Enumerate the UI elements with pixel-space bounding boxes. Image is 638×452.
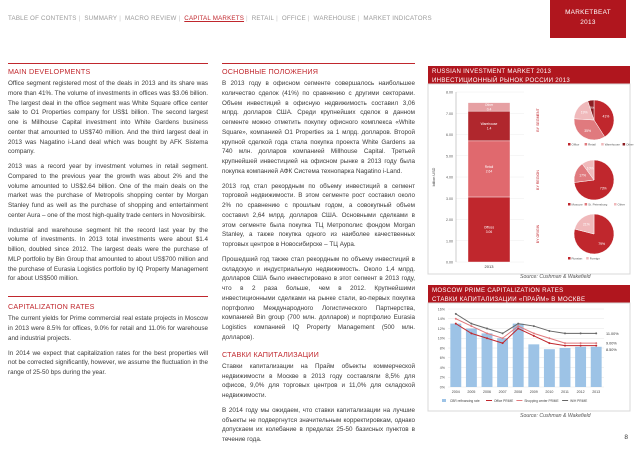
divider-middle — [222, 63, 415, 64]
capitalization-rates-heading: CAPITALIZATION RATES — [8, 302, 95, 312]
chart2-series-point — [502, 337, 504, 339]
nav-separator: | — [246, 15, 248, 22]
chart1-legend-label: Russian — [571, 256, 583, 261]
chart2-y-tick-label: 14% — [437, 317, 445, 322]
chart1-pie-label: 19% — [580, 110, 588, 115]
chart1-side-label: BY REGION — [536, 170, 540, 190]
chart2-y-tick-label: 2% — [439, 375, 445, 380]
chart2-refinancing-bar — [482, 333, 493, 387]
chart2-series-point — [548, 330, 550, 332]
chart2-series-point — [517, 325, 519, 327]
chart1-x-tick-label: 2013 — [484, 264, 494, 269]
nav-separator: | — [276, 15, 278, 22]
chart2-series-point — [455, 318, 457, 320]
nav-capital-markets[interactable]: CAPITAL MARKETS — [184, 15, 245, 22]
chart2-y-tick-label: 0% — [439, 385, 445, 390]
russian-column — [222, 66, 415, 450]
chart2-end-label: 9.00% — [606, 341, 617, 346]
chart1-legend-label: St. Petersburg — [588, 202, 608, 207]
top-navigation — [0, 0, 638, 40]
chart2-series-point — [580, 345, 582, 347]
chart1-y-tick-label: 6.00 — [446, 133, 453, 137]
chart1-legend-swatch — [568, 203, 571, 206]
chart1-legend-swatch — [585, 143, 588, 146]
chart1-legend-swatch — [585, 203, 588, 206]
chart1-legend-label: Other — [626, 142, 634, 147]
chart2-x-tick-label: 2013 — [592, 390, 601, 394]
nav-table-of-contents[interactable]: TABLE OF CONTENTS — [8, 15, 77, 22]
chart2-series-point — [595, 332, 597, 334]
chart2-series-point — [533, 325, 535, 327]
chart2-series-point — [470, 323, 472, 325]
chart2-series-point — [564, 332, 566, 334]
nav-summary[interactable]: SUMMARY — [84, 15, 118, 22]
chart1-y-tick-label: 0.00 — [446, 260, 453, 265]
chart2-x-tick-label: 2012 — [576, 390, 585, 394]
chart1-legend-swatch — [586, 257, 589, 260]
chart1-legend-swatch — [601, 143, 604, 146]
chart2-refinancing-bar — [575, 347, 586, 387]
chart2-x-tick-label: 2006 — [483, 390, 491, 394]
nav-separator: | — [119, 15, 122, 22]
marketbeat-badge — [550, 0, 626, 38]
nav-macro-review[interactable]: MACRO REVIEW — [125, 15, 177, 22]
chart2-y-tick-label: 4% — [439, 365, 445, 370]
chart2-series-point — [517, 328, 519, 330]
chart1-pie-label: 21% — [583, 222, 590, 227]
chart2-x-tick-label: 2011 — [561, 390, 569, 394]
paragraph: Прошедший год также стал рекордным по объему инвестиций в складскую и индустриальную недвижимость. Около 1,4 млрд. долларов США было инвестировано в этот сегмент в 2013 году, что в 2 раза больше, чем в 2012. Крупнейшими инвестиционными сделками на рынке стали, во-первых покупка портфолио Международного Логистического Партнерства, компанией Bin group (700 млн. долларов) и портфолио Eurasia Logistics компанией IQ Property Management (500 млн. долларов). — [222, 255, 415, 341]
chart2-series-point — [595, 342, 597, 344]
chart1-pie-label: 10% — [586, 166, 594, 171]
chart1-y-axis-label: billion USD — [432, 167, 436, 187]
chart2-y-tick-label: 12% — [437, 326, 445, 331]
chart1-segment-label: Offices — [483, 225, 495, 230]
nav-separator: | — [357, 15, 360, 22]
divider-left — [8, 63, 208, 64]
nav-separator: | — [307, 15, 310, 22]
chart2-refinancing-bar — [528, 344, 539, 387]
chart2-end-label: 11.00% — [606, 331, 619, 336]
paragraph: Ставки капитализации на Прайм объекты коммерческой недвижимости в Москве в 2013 году составляли 8,5% для офисов, 9,0% для торговых центров и 11,0% для складской недвижимости. — [222, 362, 415, 400]
chart2-title-en: MOSCOW PRIME CAPITALIZATION RATES — [432, 287, 564, 294]
chart1-segment-value: 0.4 — [486, 107, 492, 112]
badge-year: 2013 — [580, 18, 596, 26]
chart1-legend-swatch — [568, 257, 571, 260]
capitalization-rates-chart — [428, 303, 630, 411]
paragraph: In 2014 we expect that capitalization rates for the best properties will not be corrected significantly, however, we assume the fluctuation in the range of 25-50 bps during the year. — [8, 349, 208, 377]
chart1-legend-label: Other — [617, 202, 626, 207]
chart2-series-point — [455, 313, 457, 315]
nav-warehouse[interactable]: WAREHOUSE — [313, 15, 356, 22]
badge-title: MARKETBEAT — [565, 9, 611, 16]
chart2-y-tick-label: 6% — [439, 356, 445, 361]
chart1-segment-value: 3.06 — [485, 229, 493, 234]
chart1-pie-label: 5% — [589, 105, 595, 110]
chart1-pie-label: 17% — [579, 173, 587, 178]
chart2-end-label: 8.50% — [606, 348, 617, 353]
chart2-refinancing-bar — [560, 348, 571, 387]
nav-office[interactable]: OFFICE — [281, 15, 306, 22]
nav-market-indicators[interactable]: MARKET INDICATORS — [363, 15, 432, 22]
chart2-series-point — [486, 328, 488, 330]
chart1-legend-label: Moscow — [571, 202, 583, 207]
chart1-segment-label: Retail — [484, 164, 494, 169]
chart2-legend-label: W/H PRIME — [570, 399, 588, 403]
chart2-x-tick-label: 2007 — [498, 390, 507, 394]
chart2-refinancing-bar — [497, 338, 508, 387]
chart2-series-point — [548, 342, 550, 344]
main-developments-ru-heading: ОСНОВНЫЕ ПОЛОЖЕНИЯ — [222, 67, 319, 76]
divider — [8, 296, 208, 297]
chart1-legend-label: Warehouse — [604, 142, 620, 147]
chart1-legend-swatch — [623, 143, 626, 146]
chart1-pie-label: 41% — [602, 114, 610, 119]
chart1-legend-label: Office — [571, 142, 580, 147]
chart2-x-tick-label: 2005 — [467, 390, 476, 394]
chart2-series-point — [502, 332, 504, 334]
chart2-legend-label: Shopping center PRIME — [524, 399, 559, 403]
chart1-y-tick-label: 1.00 — [446, 239, 453, 244]
page-number: 8 — [624, 434, 628, 441]
chart1-source: Source: Cushman & Wakefield — [520, 274, 591, 280]
chart2-series-point — [564, 342, 566, 344]
chart2-series-point — [533, 335, 535, 337]
chart2-series-point — [548, 337, 550, 339]
chart1-legend-swatch — [614, 203, 617, 206]
chart2-x-tick-label: 2004 — [451, 390, 460, 394]
chart2-series-point — [564, 345, 566, 347]
chart2-legend-label: CBR refinancing rate — [450, 399, 480, 403]
chart2-title-ru: СТАВКИ КАПИТАЛИЗАЦИИ «ПРАЙМ» В МОСКВЕ — [432, 296, 586, 304]
chart1-legend-label: Retail — [588, 142, 596, 147]
chart2-refinancing-bar — [544, 349, 555, 387]
main-developments-heading: MAIN DEVELOPMENTS — [8, 67, 91, 76]
chart2-series-point — [533, 332, 535, 334]
chart2-x-tick-label: 2010 — [545, 390, 554, 394]
chart2-x-tick-label: 2009 — [529, 390, 538, 394]
chart1-legend-label: Foreign — [589, 256, 600, 261]
nav-separator: | — [78, 15, 81, 22]
chart2-refinancing-bar — [591, 347, 602, 387]
chart1-y-tick-label: 8.00 — [446, 90, 453, 95]
chart2-refinancing-bar — [466, 329, 477, 388]
paragraph: В 2014 году мы ожидаем, что ставки капитализации на лучшие объекты не подвергнутся значительным корректировкам, однако допускаем их колебание в пределах 25-50 базисных пунктов в течение года. — [222, 406, 415, 444]
chart1-y-tick-label: 3.00 — [446, 196, 453, 201]
chart1-pie-label: 73% — [599, 186, 607, 191]
capitalization-rates-ru-heading: СТАВКИ КАПИТАЛИЗАЦИИ — [222, 349, 320, 359]
chart1-segment-label: Other — [484, 102, 494, 107]
chart2-series-point — [470, 332, 472, 334]
paragraph: 2013 was a record year by investment volumes in retail segment. Compared to the previous year the growth was about 2% and the volume amounted to US$2.64 billion. One of the main deals on the market was the purchase of Metropolis shopping center by Morgan Stanley fund as well as the purchase of shopping and entertainment center Aura – one of the most high-quality trade centers in Novosibirsk. — [8, 163, 208, 219]
chart1-y-tick-label: 2.00 — [446, 218, 453, 222]
chart1-segment-value: 1.4 — [486, 126, 492, 131]
chart2-refinancing-bar — [513, 324, 524, 387]
paragraph: Industrial and warehouse segment hit the record last year by the volume of investments. In 2013 total investments were about $1.4 billion, doubled since 2012. The largest deals were the purchase of MLP portfolio by Bin Group that amounted to about US$700 million and the purchase of Eurasia Logistics portfolio by IQ Property Management for about US$500 million. — [8, 226, 208, 283]
chart2-series-point — [580, 342, 582, 344]
chart1-side-label: BY ORIGIN — [536, 224, 540, 244]
chart2-refinancing-bar — [450, 324, 461, 387]
chart2-series-point — [595, 345, 597, 347]
paragraph: В 2013 году в офисном сегменте совершалось наибольшее количество сделок (41%) по сравнению с другими секторами. Объем инвестиций в офисную недвижимость составил 3,06 млрд. долларов США. Среди крупнейших сделок в данном сегменте можно отметить покупку офисного комплекса «White Square», компанией О1 Properties за 1 млрд. долларов. Второй крупной сделкой года стала покупка проекта White Gardens за 740 млн. долларов компанией Millhouse Capital. Третьей крупнейшей инвестицией на офисном рынке в 2013 году была покупка компанией АФК Система технопарка Nagatino i-Land. — [222, 80, 415, 175]
chart2-series-point — [502, 342, 504, 344]
chart2-series-point — [517, 323, 519, 325]
chart1-pie-label: 35% — [584, 128, 592, 133]
chart2-legend-swatch — [442, 399, 446, 402]
chart1-segment-label: Warehouse — [480, 122, 498, 126]
chart1-title-en: RUSSIAN INVESTMENT MARKET 2013 — [432, 68, 552, 75]
paragraph: The current yields for Prime commercial real estate projects in Moscow in 2013 were 8.5% for offices, 9.0% for retail and 11.0% for warehouse and industrial projects. — [8, 315, 208, 342]
paragraph: 2013 год стал рекордным по объему инвестиций в сегмент торговой недвижимости. В этом сегменте рост составил около 2% по сравнению с прошлым годом, а совокупный объем составил 2,64 млрд. долларов США. Основными сделками в этом сегменте была покупка ТЦ Метрополис фондом Morgan Stanley, а также покупка одного из наиболее качественных торговых центров в Новосибирске – ТЦ Аура. — [222, 182, 415, 249]
chart2-series-point — [455, 323, 457, 325]
chart2-series-point — [580, 332, 582, 334]
chart2-series-point — [470, 325, 472, 327]
chart1-y-tick-label: 4.00 — [446, 175, 453, 180]
chart2-y-tick-label: 16% — [437, 307, 445, 312]
nav-retail[interactable]: RETAIL — [251, 15, 275, 22]
chart2-source: Source: Cushman & Wakefield — [520, 413, 591, 419]
chart2-x-tick-label: 2008 — [514, 390, 523, 394]
chart1-title-ru: ИНВЕСТИЦИОННЫЙ РЫНОК РОССИИ 2013 — [432, 77, 571, 85]
chart1-side-label: BY SEGMENT — [536, 108, 540, 132]
chart1-segment-value: 2.64 — [485, 169, 493, 174]
chart1-y-tick-label: 5.00 — [446, 154, 453, 159]
chart1-y-tick-label: 7.00 — [446, 111, 453, 116]
paragraph: Office segment registered most of the deals in 2013 and its share was more than 41%. The volume of investments in offices was $3.06 billion. The largest deal in the office segment was White Square office center sale to O1 Properties company for US$1 billion. The second largest one is Millhouse Capital investment into White Gardens business center that amounted to US$740 million. And the third largest deal in 2013 was Nagatino i-Land deal which was bought by AFK Sistema company. — [8, 80, 208, 156]
english-column — [8, 66, 208, 383]
chart1-pie-label: 79% — [598, 241, 605, 246]
chart2-series-point — [486, 337, 488, 339]
nav-separator: | — [178, 15, 181, 22]
chart2-legend-label: Office PRIME — [494, 399, 514, 403]
chart2-y-tick-label: 10% — [437, 336, 445, 341]
investment-market-chart — [428, 84, 634, 274]
chart2-y-tick-label: 8% — [439, 346, 445, 351]
nav-links — [8, 15, 432, 22]
chart2-series-point — [486, 332, 488, 334]
chart1-legend-swatch — [568, 143, 571, 146]
